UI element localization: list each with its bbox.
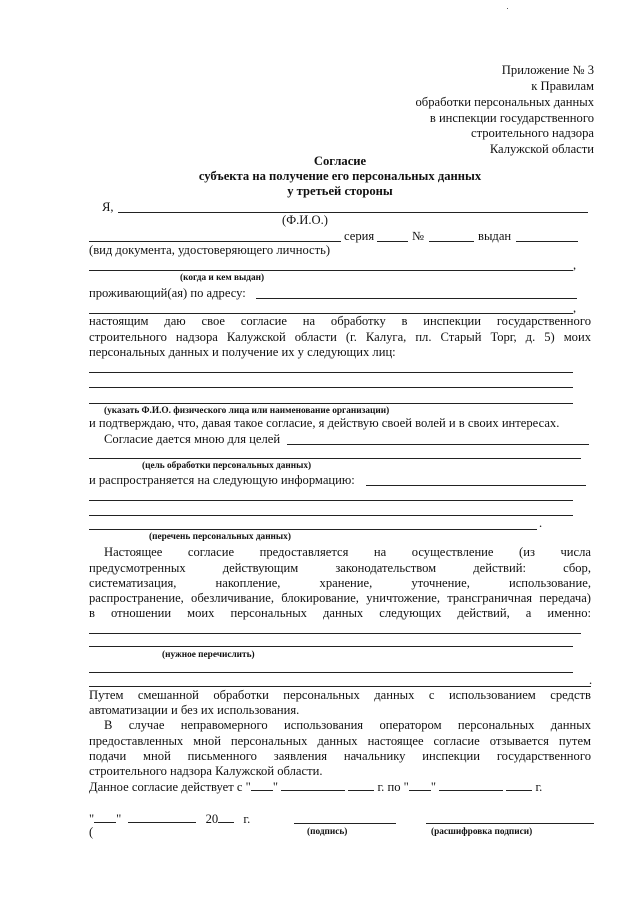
actions-field-line[interactable] bbox=[89, 646, 573, 647]
revoke-text-line: предоставленных мной персональных данных настоящее согласие отзывается путем bbox=[89, 734, 591, 748]
data-hint: (перечень персональных данных) bbox=[149, 532, 291, 542]
open-paren: ( bbox=[89, 825, 94, 839]
scan-speck bbox=[507, 8, 508, 9]
issued-field-line[interactable] bbox=[516, 241, 578, 242]
signature-field-line[interactable] bbox=[294, 823, 396, 824]
validity-to-day-field[interactable] bbox=[409, 779, 431, 791]
sign-quote: " bbox=[116, 812, 122, 826]
revoke-text-line: подачи мной письменного заявления начальнику инспекции государственного bbox=[89, 749, 591, 763]
info-field-line[interactable] bbox=[366, 485, 586, 486]
purpose-field-line[interactable] bbox=[287, 444, 589, 445]
sign-year-field[interactable] bbox=[218, 811, 234, 823]
confirm-text: и подтверждаю, что, давая такое согласие, я действую своей волей и в своих интересах. bbox=[89, 416, 560, 430]
comma: , bbox=[573, 258, 577, 272]
info-field-line[interactable] bbox=[89, 529, 537, 530]
purpose-label: Согласие дается мною для целей bbox=[104, 432, 281, 446]
seria-label: серия bbox=[344, 229, 375, 243]
title-line: Согласие bbox=[313, 154, 367, 168]
sign-quote: " bbox=[89, 812, 95, 826]
header-line: строительного надзора bbox=[470, 126, 594, 140]
validity-from-day-field[interactable] bbox=[251, 779, 273, 791]
actions-field-line[interactable] bbox=[89, 672, 573, 673]
validity-quote: " bbox=[430, 780, 436, 794]
persons-field-line[interactable] bbox=[89, 403, 573, 404]
actions-text-line: Настоящее согласие предоставляется на осуществление (из числа bbox=[104, 545, 591, 559]
document-field-line[interactable] bbox=[89, 241, 341, 242]
seria-field-line[interactable] bbox=[377, 241, 408, 242]
actions-text-line: в отношении моих персональных данных следующих действий, а именно: bbox=[89, 606, 591, 620]
signature-hint: (подпись) bbox=[307, 827, 348, 837]
title-line: субъекта на получение его персональных данных bbox=[198, 169, 482, 183]
validity-g-label: г. bbox=[535, 780, 543, 794]
consent-text-line: настоящим даю свое согласие на обработку в инспекции государственного bbox=[89, 314, 591, 328]
header-line: Калужской области bbox=[489, 142, 594, 156]
issued-hint: (когда и кем выдан) bbox=[180, 273, 265, 283]
title-line: у третьей стороны bbox=[287, 184, 393, 198]
issued-label: выдан bbox=[478, 229, 512, 243]
validity-to-month-field[interactable] bbox=[439, 779, 503, 791]
validity-from-year-field[interactable] bbox=[348, 779, 374, 791]
sign-g-label: г. bbox=[243, 812, 251, 826]
purpose-field-line-2[interactable] bbox=[89, 458, 581, 459]
header-line: к Правилам bbox=[531, 79, 594, 93]
doc-hint: (вид документа, удостоверяющего личность) bbox=[89, 243, 331, 257]
signature-decode-hint: (расшифровка подписи) bbox=[431, 827, 533, 837]
actions-text-line: предусмотренных действующим законодательством действий: сбор, bbox=[89, 561, 591, 575]
header-line: обработки персональных данных bbox=[415, 95, 594, 109]
person-hint: (указать Ф.И.О. физического лица или наименование организации) bbox=[104, 406, 390, 416]
revoke-text-line: В случае неправомерного использования оператором персональных данных bbox=[104, 718, 591, 732]
sign-year-prefix: 20 bbox=[205, 812, 219, 826]
signature-decode-field-line[interactable] bbox=[426, 823, 594, 824]
comma: , bbox=[573, 301, 577, 315]
validity-from-label: Данное согласие действует с " bbox=[89, 780, 251, 794]
actions-field-line[interactable] bbox=[89, 633, 581, 634]
consent-text-line: строительного надзора Калужской области (г. Калуга, пл. Старый Торг, д. 5) моих bbox=[89, 330, 591, 344]
validity-line bbox=[89, 779, 542, 795]
number-field-line[interactable] bbox=[429, 241, 474, 242]
actions-field-line[interactable] bbox=[89, 686, 591, 687]
mixed-text-line: Путем смешанной обработки персональных данных с использованием средств bbox=[89, 688, 591, 702]
revoke-text-line: строительного надзора Калужской области. bbox=[89, 764, 323, 778]
address-field-line[interactable] bbox=[256, 298, 577, 299]
issued-by-field-line[interactable] bbox=[89, 270, 573, 271]
mixed-text-line: автоматизации и без их использования. bbox=[89, 703, 300, 717]
validity-to-label: г. по " bbox=[377, 780, 409, 794]
sign-day-field[interactable] bbox=[94, 811, 116, 823]
purpose-hint: (цель обработки персональных данных) bbox=[142, 461, 312, 471]
sign-date-line bbox=[89, 811, 250, 827]
validity-to-year-field[interactable] bbox=[506, 779, 532, 791]
persons-field-line[interactable] bbox=[89, 372, 573, 373]
ya-label: Я, bbox=[102, 200, 114, 214]
number-label: № bbox=[412, 229, 425, 243]
consent-text-line: персональных данных и получение их у следующих лиц: bbox=[89, 345, 396, 359]
fio-field-line[interactable] bbox=[118, 212, 588, 213]
validity-quote: " bbox=[272, 780, 278, 794]
address-label: проживающий(ая) по адресу: bbox=[89, 286, 246, 300]
period: . bbox=[539, 516, 543, 530]
fio-hint: (Ф.И.О.) bbox=[282, 213, 328, 227]
info-field-line[interactable] bbox=[89, 515, 573, 516]
needed-hint: (нужное перечислить) bbox=[162, 650, 255, 660]
actions-text-line: систематизация, накопление, хранение, уточнение, использование, bbox=[89, 576, 591, 590]
info-field-line[interactable] bbox=[89, 500, 573, 501]
info-label: и распространяется на следующую информацию: bbox=[89, 473, 355, 487]
persons-field-line[interactable] bbox=[89, 387, 573, 388]
period: . bbox=[589, 673, 593, 687]
validity-from-month-field[interactable] bbox=[281, 779, 345, 791]
appendix-number: Приложение № 3 bbox=[501, 63, 594, 77]
sign-month-field[interactable] bbox=[128, 811, 196, 823]
header-line: в инспекции государственного bbox=[429, 111, 594, 125]
actions-text-line: распространение, обезличивание, блокирование, уничтожение, трансграничная передача) bbox=[89, 591, 591, 605]
